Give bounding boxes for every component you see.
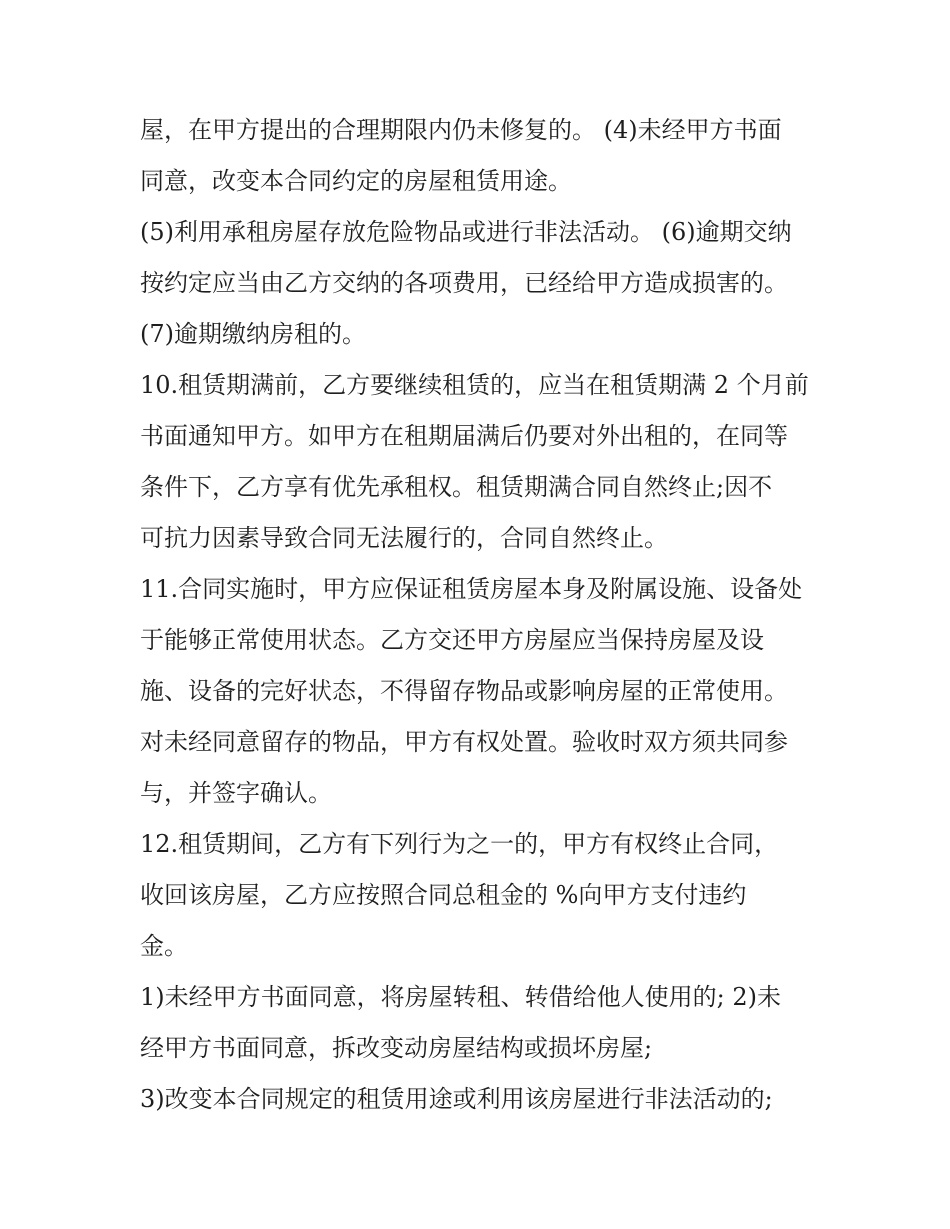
text-line: 条件下，乙方享有优先承租权。租赁期满合同自然终止;因不 — [140, 473, 773, 501]
text-line: 经甲方书面同意，拆改变动房屋结构或损坏房屋; — [140, 1034, 653, 1062]
text-line: 于能够正常使用状态。乙方交还甲方房屋应当保持房屋及设 — [140, 626, 764, 654]
text-line: 1)未经甲方书面同意，将房屋转租、转借给他人使用的; 2)未 — [140, 983, 781, 1011]
text-line: 同意，改变本合同约定的房屋租赁用途。 — [140, 167, 572, 195]
text-line: 3)改变本合同规定的租赁用途或利用该房屋进行非法活动的; — [140, 1085, 773, 1113]
text-line: 12.租赁期间，乙方有下列行为之一的，甲方有权终止合同， — [140, 830, 779, 858]
text-line: (7)逾期缴纳房租的。 — [140, 320, 366, 348]
text-line: 施、设备的完好状态，不得留存物品或影响房屋的正常使用。 — [140, 677, 788, 705]
text-line: 11.合同实施时，甲方应保证租赁房屋本身及附属设施、设备处 — [140, 575, 803, 603]
text-line: 收回该房屋，乙方应按照合同总租金的 %向甲方支付违约 — [140, 881, 747, 909]
text-line: 屋，在甲方提出的合理期限内仍未修复的。 (4)未经甲方书面 — [140, 116, 782, 144]
text-line: (5)利用承租房屋存放危险物品或进行非法活动。 (6)逾期交纳 — [140, 218, 792, 246]
contract-text-body — [140, 105, 820, 1125]
text-line: 与，并签字确认。 — [140, 779, 332, 807]
text-line: 可抗力因素导致合同无法履行的，合同自然终止。 — [140, 524, 668, 552]
text-line: 10.租赁期满前，乙方要继续租赁的，应当在租赁期满 2 个月前 — [140, 371, 809, 399]
text-line: 对未经同意留存的物品，甲方有权处置。验收时双方须共同参 — [140, 728, 788, 756]
text-line: 按约定应当由乙方交纳的各项费用，已经给甲方造成损害的。 — [140, 269, 788, 297]
text-line: 金。 — [140, 932, 188, 960]
text-line: 书面通知甲方。如甲方在租期届满后仍要对外出租的，在同等 — [140, 422, 788, 450]
